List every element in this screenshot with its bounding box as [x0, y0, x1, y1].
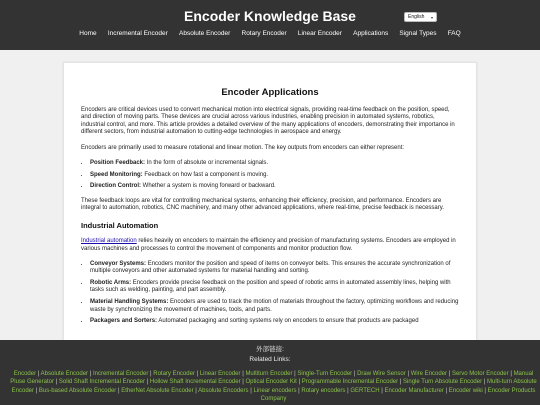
item-text: Encoders provide precise feedback on the position and speed of robotic arms in automated assembly lines, helping with tasks such as welding, painting, and part assembly. [90, 280, 451, 294]
list-item [90, 160, 459, 167]
nav-signal-types[interactable]: Signal Types [399, 30, 437, 37]
footer-link[interactable]: Linear encoders [253, 387, 297, 394]
industrial-automation-link[interactable]: Industrial automation [81, 238, 137, 245]
item-label: Conveyor Systems: [90, 260, 147, 267]
footer-link[interactable]: GERTECH [350, 387, 380, 394]
footer-link[interactable]: Bus-based Absolute Encoder [38, 387, 117, 394]
intro-paragraph: Encoders are critical devices used to convert mechanical motion into electrical signals, providing real-time feedback on the position, speed, and direction of moving parts. These devices are crucial across various industries, enabling precision in automated systems, robotics, industrial control, and more. This article provides a detailed overview of the many applications of encoders, demonstrating their importance in different sectors, from industrial automation to cutting-edge technologies in aerospace and energy. [81, 107, 455, 136]
link-separator: | [148, 371, 154, 377]
language-select[interactable] [404, 12, 437, 22]
link-separator: | [88, 371, 93, 377]
list-item [90, 299, 459, 314]
footer-links [7, 370, 540, 405]
footer-link[interactable]: Absolute Encoder [40, 371, 89, 377]
link-separator: | [292, 371, 298, 377]
item-label: Material Handling Systems: [90, 299, 169, 306]
nav-absolute-encoder[interactable]: Absolute Encoder [179, 30, 231, 37]
link-separator: | [447, 371, 452, 377]
link-separator: | [345, 387, 351, 394]
footer-link[interactable]: Encoder [13, 371, 37, 377]
section-heading-industrial-automation: Industrial Automation [81, 220, 159, 230]
item-text: Encoders are used to track the motion of materials throughout the factory, optimizing workflows and reducing waste by synchronizing the movement of machines, tools, and parts. [90, 299, 459, 313]
footer-link[interactable]: Encoder Products Company [260, 387, 536, 402]
footer-link[interactable]: Wire Encoder [410, 371, 448, 377]
nav-applications[interactable]: Applications [353, 30, 389, 37]
nav-home[interactable]: Home [79, 30, 97, 37]
link-separator: | [482, 387, 488, 394]
link-separator: | [398, 379, 404, 386]
item-text: Automated packaging and sorting systems rely on encoders to ensure that products are packaged [158, 318, 419, 325]
link-separator: | [296, 379, 302, 386]
footer-link[interactable]: Encoder wiki [448, 387, 483, 394]
link-separator: | [194, 371, 200, 377]
outputs-intro-paragraph: Encoders are primarily used to measure rotational and linear motion. The key outputs from encoders can either represent: [81, 144, 405, 151]
footer-link[interactable]: Servo Motor Encoder [451, 371, 509, 377]
link-separator: | [482, 379, 488, 386]
link-separator: | [193, 387, 199, 394]
link-separator: | [405, 371, 411, 377]
article-heading: Encoder Applications [221, 87, 319, 98]
list-item [90, 172, 459, 179]
link-separator: | [144, 379, 150, 386]
item-label: Robotic Arms: [90, 280, 132, 287]
list-item [90, 261, 459, 276]
link-separator: | [34, 387, 39, 394]
footer-link[interactable]: Programmable Incremental Encoder [301, 379, 399, 386]
footer-link[interactable]: Encoder Manufacturer [384, 387, 444, 394]
item-text: Encoders monitor the position and speed of items on conveyor belts. This ensures the accurate synchronization of multiple conveyors and other automated systems for material handling and sorting. [90, 260, 451, 275]
outputs-list [81, 160, 459, 191]
footer-link[interactable]: Hollow Shaft Incremental Encoder [149, 379, 241, 386]
link-separator: | [116, 387, 122, 394]
link-separator: | [508, 371, 514, 377]
link-separator: | [379, 387, 385, 394]
industrial-list [81, 261, 459, 326]
list-item [90, 280, 459, 295]
nav-incremental-encoder[interactable]: Incremental Encoder [107, 30, 168, 37]
footer-link[interactable]: Absolute Encoders [198, 387, 249, 394]
nav-linear-encoder[interactable]: Linear Encoder [297, 30, 342, 37]
footer-link[interactable]: Solid Shaft Incremental Encoder [58, 379, 145, 386]
footer-link[interactable]: Draw Wire Sensor [357, 371, 406, 377]
link-separator: | [296, 387, 302, 394]
link-separator: | [240, 379, 246, 386]
list-item [90, 183, 459, 190]
main-nav [0, 29, 540, 39]
industrial-paragraph-text: relies heavily on encoders to maintain the efficiency and precision of manufacturing systems. Encoders are employed in various machines and processes to control the movement of components and monitor production flow. [81, 238, 456, 252]
footer-link[interactable]: Linear Encoder [199, 371, 241, 377]
external-links-label: 外部链接: [256, 346, 284, 353]
article-card [63, 62, 477, 340]
link-separator: | [36, 371, 41, 377]
language-select-value: English [408, 14, 425, 20]
item-label: Speed Monitoring: [90, 171, 143, 178]
site-footer [0, 340, 540, 405]
item-label: Direction Control: [90, 183, 141, 190]
footer-link[interactable]: Multi-turn Absolute Encoder [11, 379, 537, 394]
footer-link[interactable]: Rotary encoders [301, 387, 346, 394]
feedback-paragraph: These feedback loops are vital for controlling mechanical systems, enhancing their efficiency, precision, and performance. Encoders are integral to automation, robotics, CNC machinery, and many other advanced applications, where real-time, precise feedback is necessary. [81, 197, 444, 212]
link-separator: | [443, 387, 449, 394]
item-label: Position Feedback: [90, 160, 146, 167]
link-separator: | [352, 371, 358, 377]
nav-faq[interactable]: FAQ [447, 30, 461, 37]
site-header [0, 0, 540, 50]
link-separator: | [53, 379, 59, 386]
link-separator: | [248, 387, 254, 394]
footer-link[interactable]: Single-Turn Encoder [297, 371, 353, 377]
footer-link[interactable]: Single Turn Absolute Encoder [403, 379, 483, 386]
footer-link[interactable]: Manual Pluse Generator [10, 371, 534, 386]
chevron-down-icon [431, 17, 433, 19]
industrial-paragraph [81, 238, 459, 253]
related-links-label: Related Links: [249, 356, 291, 363]
link-separator: | [240, 371, 246, 377]
item-text: Feedback on how fast a component is moving. [144, 171, 269, 178]
footer-link[interactable]: EtherNet Absolute Encoder [121, 387, 194, 394]
nav-rotary-encoder[interactable]: Rotary Encoder [241, 30, 287, 37]
item-text: In the form of absolute or incremental signals. [146, 160, 269, 167]
footer-link[interactable]: Optical Encoder Kit [245, 379, 297, 386]
item-text: Whether a system is moving forward or backward. [142, 183, 276, 190]
list-item [90, 318, 459, 325]
item-label: Packagers and Sorters: [90, 318, 158, 325]
footer-link[interactable]: Rotary Encoder [153, 371, 195, 377]
footer-link[interactable]: Multiturn Encoder [245, 371, 293, 377]
footer-link[interactable]: Incremental Encoder [92, 371, 149, 377]
site-title: Encoder Knowledge Base [184, 8, 356, 24]
